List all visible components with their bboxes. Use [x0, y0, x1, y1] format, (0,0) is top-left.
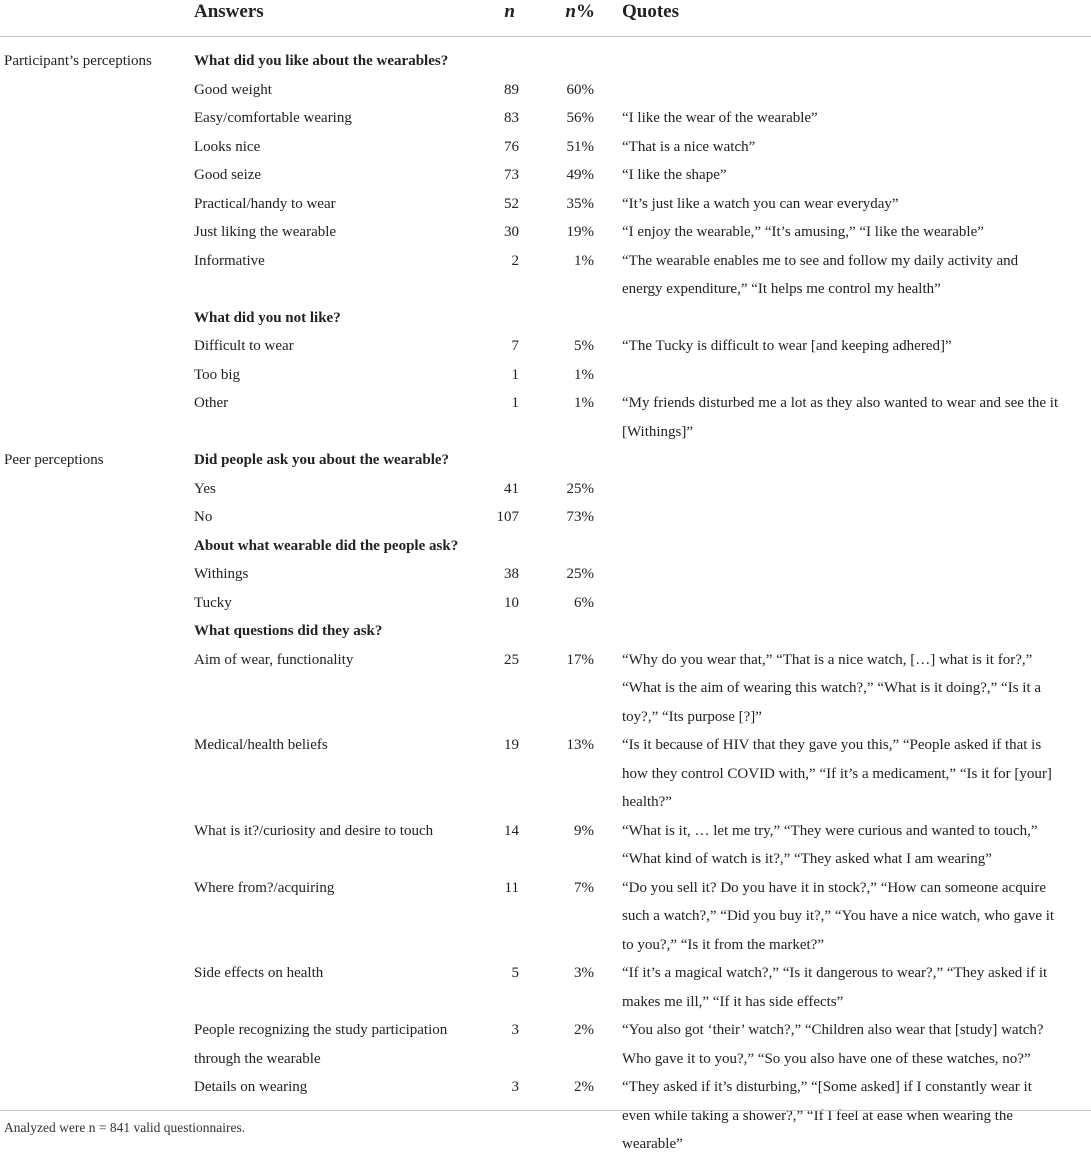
n-cell	[482, 304, 537, 333]
table-row	[0, 361, 1091, 390]
n-cell: 52	[504, 195, 519, 212]
answer-cell: People recognizing the study participation through the wearable	[194, 1022, 448, 1067]
answer-cell: Yes	[194, 480, 216, 497]
pct-cell: 35%	[566, 195, 594, 212]
answer-cell: Looks nice	[194, 138, 261, 155]
quote-cell: “It’s just like a watch you can wear everyday”	[622, 195, 899, 212]
question-label: Did people ask you about the wearable?	[194, 452, 450, 468]
n-cell: 107	[496, 509, 519, 525]
n-cell: 1	[511, 395, 519, 411]
table-row	[0, 161, 1091, 190]
table-row	[0, 475, 1091, 504]
category-label: Peer perceptions	[4, 452, 104, 468]
quote-cell: “What is it, … let me try,” “They were curious and wanted to touch,” “What kind of watch is it?,” “They asked what I am wearing”	[622, 822, 1038, 867]
n-cell	[482, 617, 537, 646]
pct-cell: 56%	[566, 110, 594, 126]
answer-cell: Easy/comfortable wearing	[194, 110, 352, 126]
n-cell: 19	[504, 737, 519, 753]
table-row	[0, 389, 1091, 446]
answer-cell: No	[194, 509, 213, 525]
header-quotes: Quotes	[622, 0, 1091, 37]
quote-cell: “My friends disturbed me a lot as they also wanted to wear and see the it [Withings]”	[622, 395, 1059, 440]
table-row	[0, 1073, 1091, 1159]
category-cell	[0, 475, 192, 504]
table-row	[0, 560, 1091, 589]
answer-cell: Other	[194, 395, 229, 411]
quote-cell: “The Tucky is difficult to wear [and keeping adhered]”	[622, 338, 952, 354]
answer-cell: Withings	[194, 566, 249, 582]
question-row	[0, 446, 1091, 475]
quote-cell	[622, 503, 1091, 532]
n-cell: 73	[504, 167, 519, 183]
table-footnote: Analyzed were n = 841 valid questionnaires.	[4, 1120, 246, 1135]
category-label	[0, 532, 192, 561]
question-row	[0, 532, 1091, 561]
quote-cell: “You also got ‘their’ watch?,” “Children also wear that [study] watch? Who gave it to you?,” “So you also have one of these watches, no?”	[622, 1022, 1044, 1067]
category-cell	[0, 874, 192, 960]
category-label	[0, 617, 192, 646]
quote-cell	[622, 560, 1091, 589]
n-cell: 76	[504, 138, 519, 155]
category-cell	[0, 190, 192, 219]
answer-cell: Practical/handy to wear	[194, 195, 336, 212]
quote-cell: “I enjoy the wearable,” “It’s amusing,” “I like the wearable”	[622, 224, 984, 240]
n-cell	[482, 446, 537, 475]
n-cell: 2	[511, 252, 519, 269]
pct-cell: 2%	[574, 1079, 594, 1095]
n-cell: 3	[511, 1022, 519, 1038]
category-cell	[0, 332, 192, 361]
pct-cell	[537, 617, 622, 646]
quote-cell	[622, 361, 1091, 390]
table-row	[0, 332, 1091, 361]
quote-cell	[622, 304, 1091, 333]
answer-cell: Aim of wear, functionality	[194, 651, 354, 668]
pct-cell: 9%	[574, 822, 594, 839]
n-cell: 5	[511, 965, 519, 981]
question-label: What did you not like?	[194, 309, 341, 326]
pct-cell: 17%	[566, 651, 594, 668]
category-cell	[0, 218, 192, 247]
n-cell: 1	[511, 366, 519, 383]
quote-cell: “I like the wear of the wearable”	[622, 110, 818, 126]
n-cell: 25	[504, 651, 519, 668]
category-cell	[0, 389, 192, 446]
pct-cell: 49%	[566, 167, 594, 183]
pct-cell	[537, 532, 622, 561]
n-cell: 11	[504, 879, 519, 896]
n-cell: 41	[504, 480, 519, 497]
pct-cell: 51%	[566, 138, 594, 155]
quote-cell: “Is it because of HIV that they gave you this,” “People asked if that is how they control COVID with,” “If it’s a medicament,” “Is it for [your] health?”	[622, 737, 1052, 810]
table-row	[0, 104, 1091, 133]
pct-cell: 1%	[574, 366, 594, 383]
question-label: What did you like about the wearables?	[194, 53, 449, 69]
question-row	[0, 304, 1091, 333]
pct-cell: 5%	[574, 338, 594, 354]
category-cell	[0, 247, 192, 304]
table-header-row	[0, 0, 1091, 37]
category-cell	[0, 817, 192, 874]
quote-cell: “The wearable enables me to see and follow my daily activity and energy expenditure,” “It helps me control my health”	[622, 252, 1019, 297]
table-row	[0, 133, 1091, 162]
header-n-percent-sym: %	[576, 1, 595, 22]
category-cell	[0, 161, 192, 190]
answer-cell: Tucky	[194, 594, 232, 611]
pct-cell: 1%	[574, 252, 594, 269]
category-cell	[0, 589, 192, 618]
table-row	[0, 247, 1091, 304]
answer-cell: Too big	[194, 366, 241, 383]
pct-cell: 7%	[574, 879, 594, 896]
category-cell	[0, 133, 192, 162]
n-cell: 14	[504, 822, 519, 839]
n-cell: 89	[504, 81, 519, 98]
table-row	[0, 817, 1091, 874]
quote-cell: “That is a nice watch”	[622, 138, 756, 155]
category-cell	[0, 104, 192, 133]
n-cell: 83	[504, 110, 519, 126]
category-cell	[0, 361, 192, 390]
pct-cell: 1%	[574, 395, 594, 411]
quote-cell	[622, 475, 1091, 504]
pct-cell: 60%	[566, 81, 594, 98]
pct-cell: 25%	[566, 566, 594, 582]
table-row	[0, 646, 1091, 732]
table-row	[0, 76, 1091, 105]
footer-divider	[0, 1110, 1091, 1111]
quote-cell: “They asked if it’s disturbing,” “[Some asked] if I constantly wear it even while taking a shower?,” “If I feel at ease when wearing the wearable”	[622, 1079, 1032, 1152]
header-n-percent-n: n	[565, 1, 576, 22]
n-cell	[482, 532, 537, 561]
pct-cell: 73%	[566, 509, 594, 525]
header-n-percent	[537, 0, 622, 37]
pct-cell: 25%	[566, 480, 594, 497]
category-label	[0, 304, 192, 333]
quote-cell: “Do you sell it? Do you have it in stock?,” “How can someone acquire such a watch?,” “Did you buy it?,” “You have a nice watch, who gave it to you?,” “Is it from the market?”	[622, 879, 1055, 953]
table-row	[0, 218, 1091, 247]
category-cell	[0, 76, 192, 105]
category-cell	[0, 560, 192, 589]
pct-cell: 2%	[574, 1022, 594, 1038]
category-cell	[0, 1016, 192, 1073]
n-cell: 7	[511, 338, 519, 354]
quote-cell	[622, 446, 1091, 475]
pct-cell: 13%	[566, 737, 594, 753]
pct-cell	[537, 446, 622, 475]
category-cell	[0, 1073, 192, 1159]
quote-cell	[622, 76, 1091, 105]
answer-cell: Good seize	[194, 167, 262, 183]
n-cell	[482, 37, 537, 76]
table-row	[0, 731, 1091, 817]
n-cell: 3	[511, 1079, 519, 1095]
table-body	[0, 37, 1091, 1159]
table-row	[0, 959, 1091, 1016]
header-answers: Answers	[192, 0, 482, 37]
quote-cell	[622, 37, 1091, 76]
n-cell: 38	[504, 566, 519, 582]
category-cell	[0, 731, 192, 817]
quote-cell: “If it’s a magical watch?,” “Is it dangerous to wear?,” “They asked if it makes me ill,” “If it has side effects”	[622, 965, 1048, 1010]
answer-cell: Just liking the wearable	[194, 224, 337, 240]
header-n: n	[482, 0, 537, 37]
category-cell	[0, 646, 192, 732]
answer-cell: Side effects on health	[194, 965, 324, 981]
category-cell	[0, 959, 192, 1016]
answer-cell: Medical/health beliefs	[194, 737, 328, 753]
table-row	[0, 589, 1091, 618]
answer-cell: Good weight	[194, 81, 272, 98]
n-cell: 10	[504, 594, 519, 611]
pct-cell	[537, 304, 622, 333]
question-label: What questions did they ask?	[194, 623, 383, 639]
answer-cell: What is it?/curiosity and desire to touch	[194, 822, 434, 839]
category-cell	[0, 503, 192, 532]
quote-cell	[622, 589, 1091, 618]
answer-cell: Details on wearing	[194, 1079, 308, 1095]
quote-cell: “I like the shape”	[622, 167, 727, 183]
pct-cell: 19%	[566, 224, 594, 240]
table-row	[0, 874, 1091, 960]
pct-cell: 3%	[574, 965, 594, 981]
question-row	[0, 617, 1091, 646]
answer-cell: Difficult to wear	[194, 338, 294, 354]
header-category	[0, 0, 192, 37]
table-row	[0, 190, 1091, 219]
n-cell: 30	[504, 224, 519, 240]
quote-cell	[622, 617, 1091, 646]
answer-cell: Where from?/acquiring	[194, 879, 335, 896]
category-label: Participant’s perceptions	[4, 53, 152, 69]
answer-cell: Informative	[194, 252, 265, 269]
quote-cell: “Why do you wear that,” “That is a nice watch, […] what is it for?,” “What is the aim of wearing this watch?,” “What is it doing?,” “Is it a toy?,” “Its purpose [?]”	[622, 651, 1042, 725]
pct-cell	[537, 37, 622, 76]
pct-cell: 6%	[574, 594, 594, 611]
table-row	[0, 503, 1091, 532]
quote-cell	[622, 532, 1091, 561]
table-row	[0, 1016, 1091, 1073]
question-row	[0, 37, 1091, 76]
question-label: About what wearable did the people ask?	[194, 537, 459, 554]
